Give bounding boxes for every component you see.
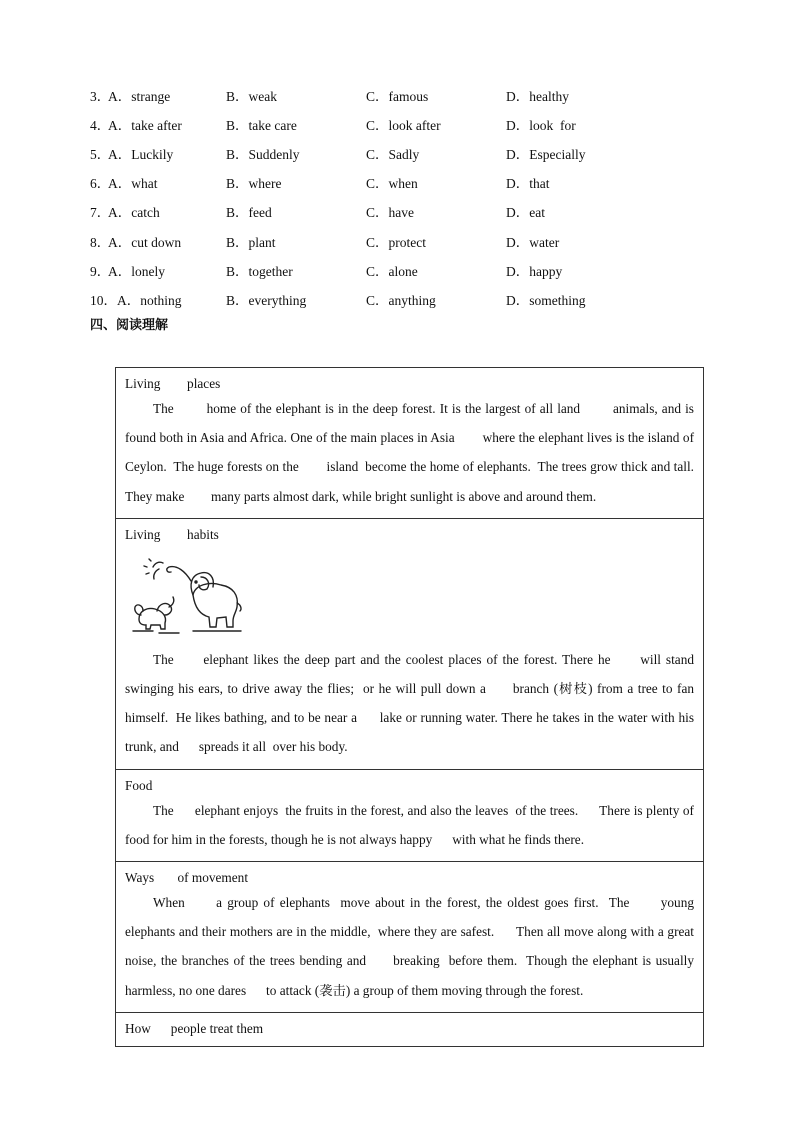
option-b: B．take care [226, 117, 297, 133]
living-places-heading: Living places [125, 376, 221, 391]
living-places-row [116, 368, 704, 519]
living-habits-row [116, 518, 704, 769]
option-row [90, 284, 730, 313]
option-row [90, 80, 730, 109]
option-a: A．catch [108, 205, 160, 221]
option-d: D．eat [506, 205, 545, 221]
option-c: C．look after [366, 117, 441, 133]
question-number: 9． [90, 263, 111, 279]
option-b: B．feed [226, 205, 272, 221]
food-heading: Food [125, 777, 153, 793]
option-c: C．alone [366, 263, 418, 279]
option-d: D．something [506, 292, 586, 308]
option-a: A．cut down [108, 234, 182, 250]
option-row [90, 138, 730, 167]
option-c: C．have [366, 205, 414, 221]
food-row [116, 769, 704, 861]
option-b: B．where [226, 176, 282, 192]
option-row [90, 255, 730, 284]
question-number: 6． [90, 176, 111, 192]
option-b: B．weak [226, 88, 277, 104]
ways-of-movement-row [116, 862, 704, 1013]
option-d: D．healthy [506, 88, 569, 104]
ways-of-movement-heading: Ways of movement [125, 870, 249, 886]
option-d: D．water [506, 234, 560, 250]
option-row [90, 226, 730, 255]
living-habits-text: The elephant likes the deep part and the coolest places of the forest. There he will stand swinging his ears, to drive away the flies; or he will pull down a branch (树枝) from a tree to fan himself. He likes bathing, and to be near a lake or running water. There he takes in the water with his trunk, and spreads it all over his body. [125, 651, 698, 755]
how-people-treat-row [116, 1012, 704, 1046]
how-people-treat-heading: How people treat them [125, 1020, 264, 1036]
elephant-mother-and-baby-spraying-water-icon [129, 555, 247, 637]
option-row [90, 197, 730, 226]
option-row [90, 109, 730, 138]
question-number: 4． [90, 117, 111, 133]
option-d: D．look for [506, 117, 576, 133]
option-c: C．when [366, 176, 418, 192]
option-b: B．plant [226, 234, 276, 250]
answer-options-list [90, 80, 730, 314]
option-row [90, 168, 730, 197]
option-a: A．Luckily [108, 146, 174, 162]
option-b: B．Suddenly [226, 146, 300, 162]
option-b: B．together [226, 263, 293, 279]
option-a: A．nothing [117, 292, 182, 308]
section-title: 四、阅读理解 [90, 318, 169, 333]
option-c: C．protect [366, 234, 426, 250]
option-d: D．that [506, 176, 550, 192]
ways-of-movement-text: When a group of elephants move about in the forest, the oldest goes first. The young elephants and their mothers are in the middle, where they are safest. Then all move along with a great noise, the branches of the trees bending and breaking before them. Though the elephant is usually harmless, no one dares to attack (袭击) a group of them moving through the forest. [125, 895, 698, 998]
option-d: D．Especially [506, 146, 586, 162]
option-c: C．famous [366, 88, 429, 104]
option-b: B．everything [226, 292, 307, 308]
option-a: A．take after [108, 117, 182, 133]
question-number: 7． [90, 205, 111, 221]
question-number: 10． [90, 292, 117, 308]
living-habits-heading: Living habits [125, 526, 219, 542]
living-places-text: The home of the elephant is in the deep forest. It is the largest of all land animals, and is found both in Asia and Africa. One of the main places in Asia where the elephant lives is the island of Ceylon. The huge forests on the island become the home of elephants. The trees grow thick and tall. They make many parts almost dark, while bright sunlight is above and around them. [125, 401, 701, 504]
question-number: 3． [90, 88, 111, 104]
option-c: C．anything [366, 292, 436, 308]
option-d: D．happy [506, 263, 563, 279]
option-c: C．Sadly [366, 146, 420, 162]
option-a: A．strange [108, 88, 171, 104]
reading-passage-table [115, 367, 704, 1047]
food-text: The elephant enjoys the fruits in the forest, and also the leaves of the trees. There is plenty of food for him in the forests, though he is not always happy with what he finds there. [125, 802, 698, 847]
question-number: 8． [90, 234, 111, 250]
option-a: A．lonely [108, 263, 165, 279]
question-number: 5． [90, 146, 111, 162]
option-a: A．what [108, 176, 158, 192]
